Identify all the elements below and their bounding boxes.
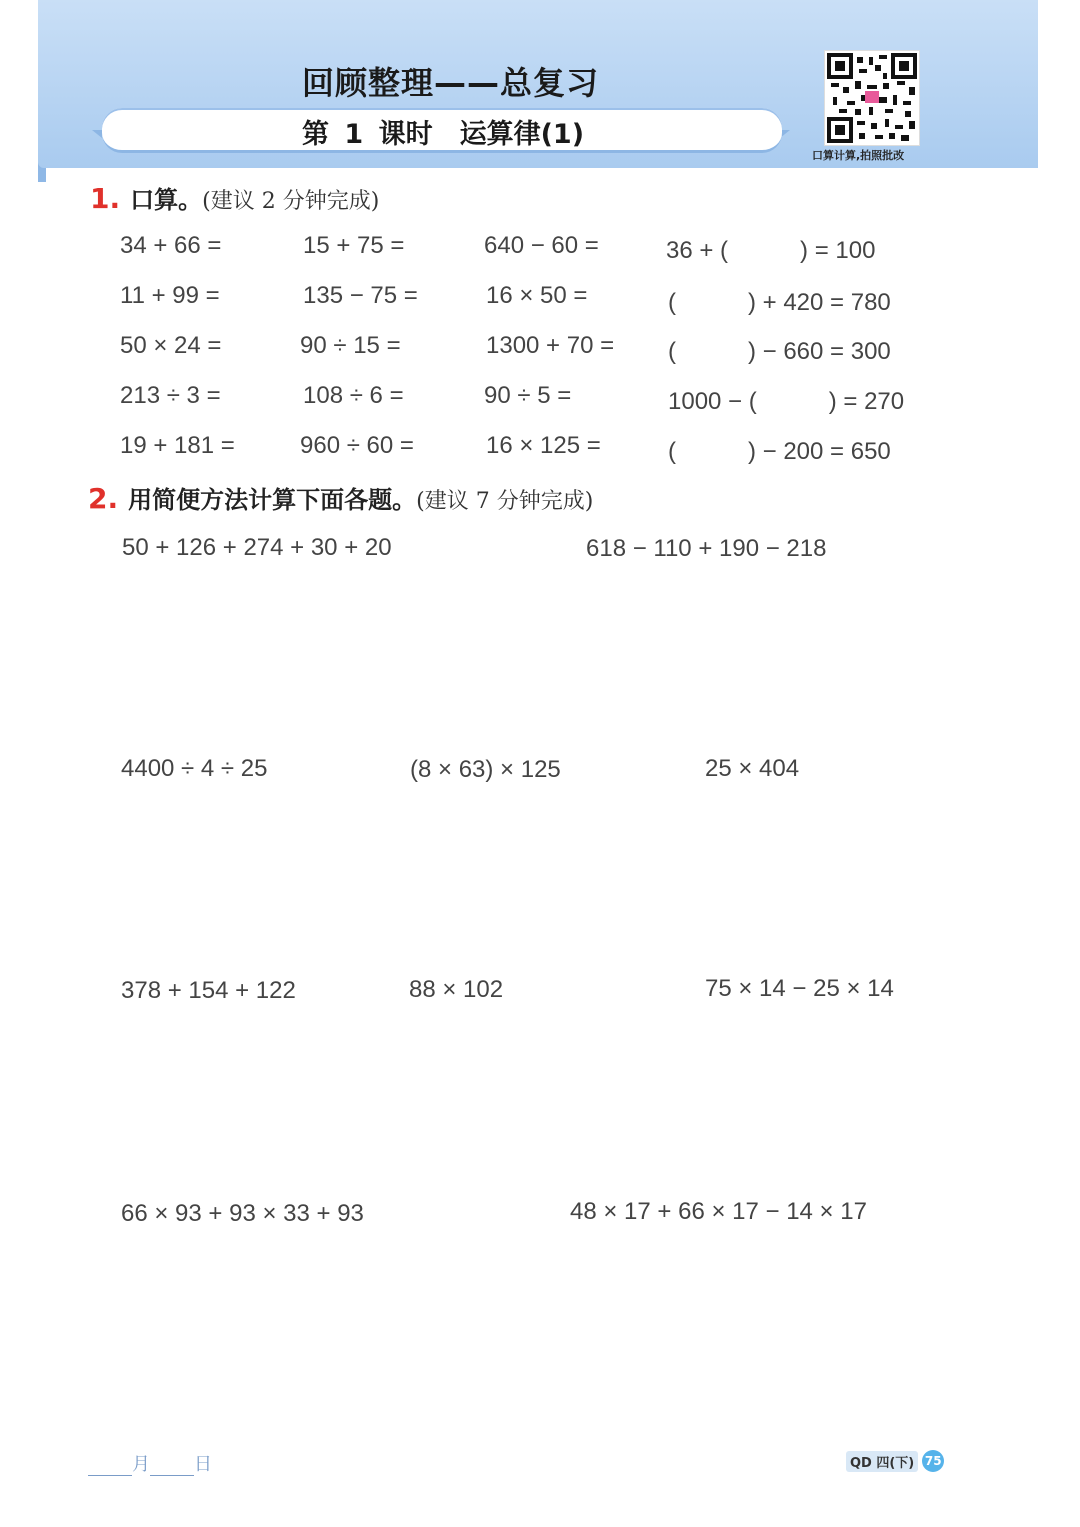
qr-caption: 口算计算,拍照批改 [812,149,905,162]
qr-code-icon[interactable] [824,50,920,146]
oral-item: 15 + 75 = [303,232,405,259]
lesson-subtitle: 第 1 课时 运算律(1) [302,119,585,150]
oral-item: 34 + 66 = [120,232,222,259]
edition-tag: QD 四(下) [846,1451,918,1472]
oral-item: 16 × 125 = [486,432,601,459]
oral-item: 90 ÷ 5 = [484,382,572,409]
calc-item: (8 × 63) × 125 [410,756,561,783]
oral-item: 108 ÷ 6 = [303,382,404,409]
oral-item: ( ) + 420 = 780 [668,289,891,316]
question-2-title: 用简便方法计算下面各题。 [128,486,417,514]
calc-item: 25 × 404 [705,755,800,782]
oral-item: 19 + 181 = [120,432,235,459]
oral-item: 135 − 75 = [303,282,418,309]
calc-item: 48 × 17 + 66 × 17 − 14 × 17 [570,1198,867,1225]
question-1-hint: (建议 2 分钟完成) [202,189,380,214]
page-number: 75 [922,1450,944,1472]
oral-item: 213 ÷ 3 = [120,382,221,409]
calc-item: 66 × 93 + 93 × 33 + 93 [121,1200,364,1227]
month-blank[interactable] [88,1457,132,1476]
oral-item: 640 − 60 = [484,232,599,259]
oral-item: 1000 − ( ) = 270 [668,388,905,415]
question-2-heading [88,480,728,520]
oral-item: 90 ÷ 15 = [300,332,401,359]
oral-item: 36 + ( ) = 100 [666,237,876,264]
date-fields [88,1450,238,1478]
calc-item: 618 − 110 + 190 − 218 [586,535,827,562]
oral-item: 16 × 50 = [486,282,588,309]
banner-tip-left [92,130,102,138]
oral-item: 960 ÷ 60 = [300,432,414,459]
day-blank[interactable] [150,1457,194,1476]
day-label: 日 [194,1454,212,1475]
oral-item: 11 + 99 = [120,282,220,309]
oral-item: 1300 + 70 = [486,332,615,359]
calc-item: 75 × 14 − 25 × 14 [705,975,894,1002]
question-1-title: 口算。 [130,186,203,214]
month-label: 月 [132,1454,150,1475]
calc-item: 378 + 154 + 122 [121,977,296,1004]
page-title: 回顾整理——总复习 [302,64,600,102]
oral-item: ( ) − 660 = 300 [668,338,891,365]
page-footer [846,1450,956,1474]
question-2-hint: (建议 7 分钟完成) [416,489,594,514]
question-1-number: 1. [90,182,121,215]
oral-item: ( ) − 200 = 650 [668,438,891,465]
oral-item: 50 × 24 = [120,332,222,359]
calc-item: 50 + 126 + 274 + 30 + 20 [122,534,392,561]
calc-item: 88 × 102 [409,976,504,1003]
question-2-number: 2. [88,482,119,515]
qr-code-graphic [825,51,919,145]
question-1-heading [90,180,490,220]
calc-item: 4400 ÷ 4 ÷ 25 [121,755,268,782]
